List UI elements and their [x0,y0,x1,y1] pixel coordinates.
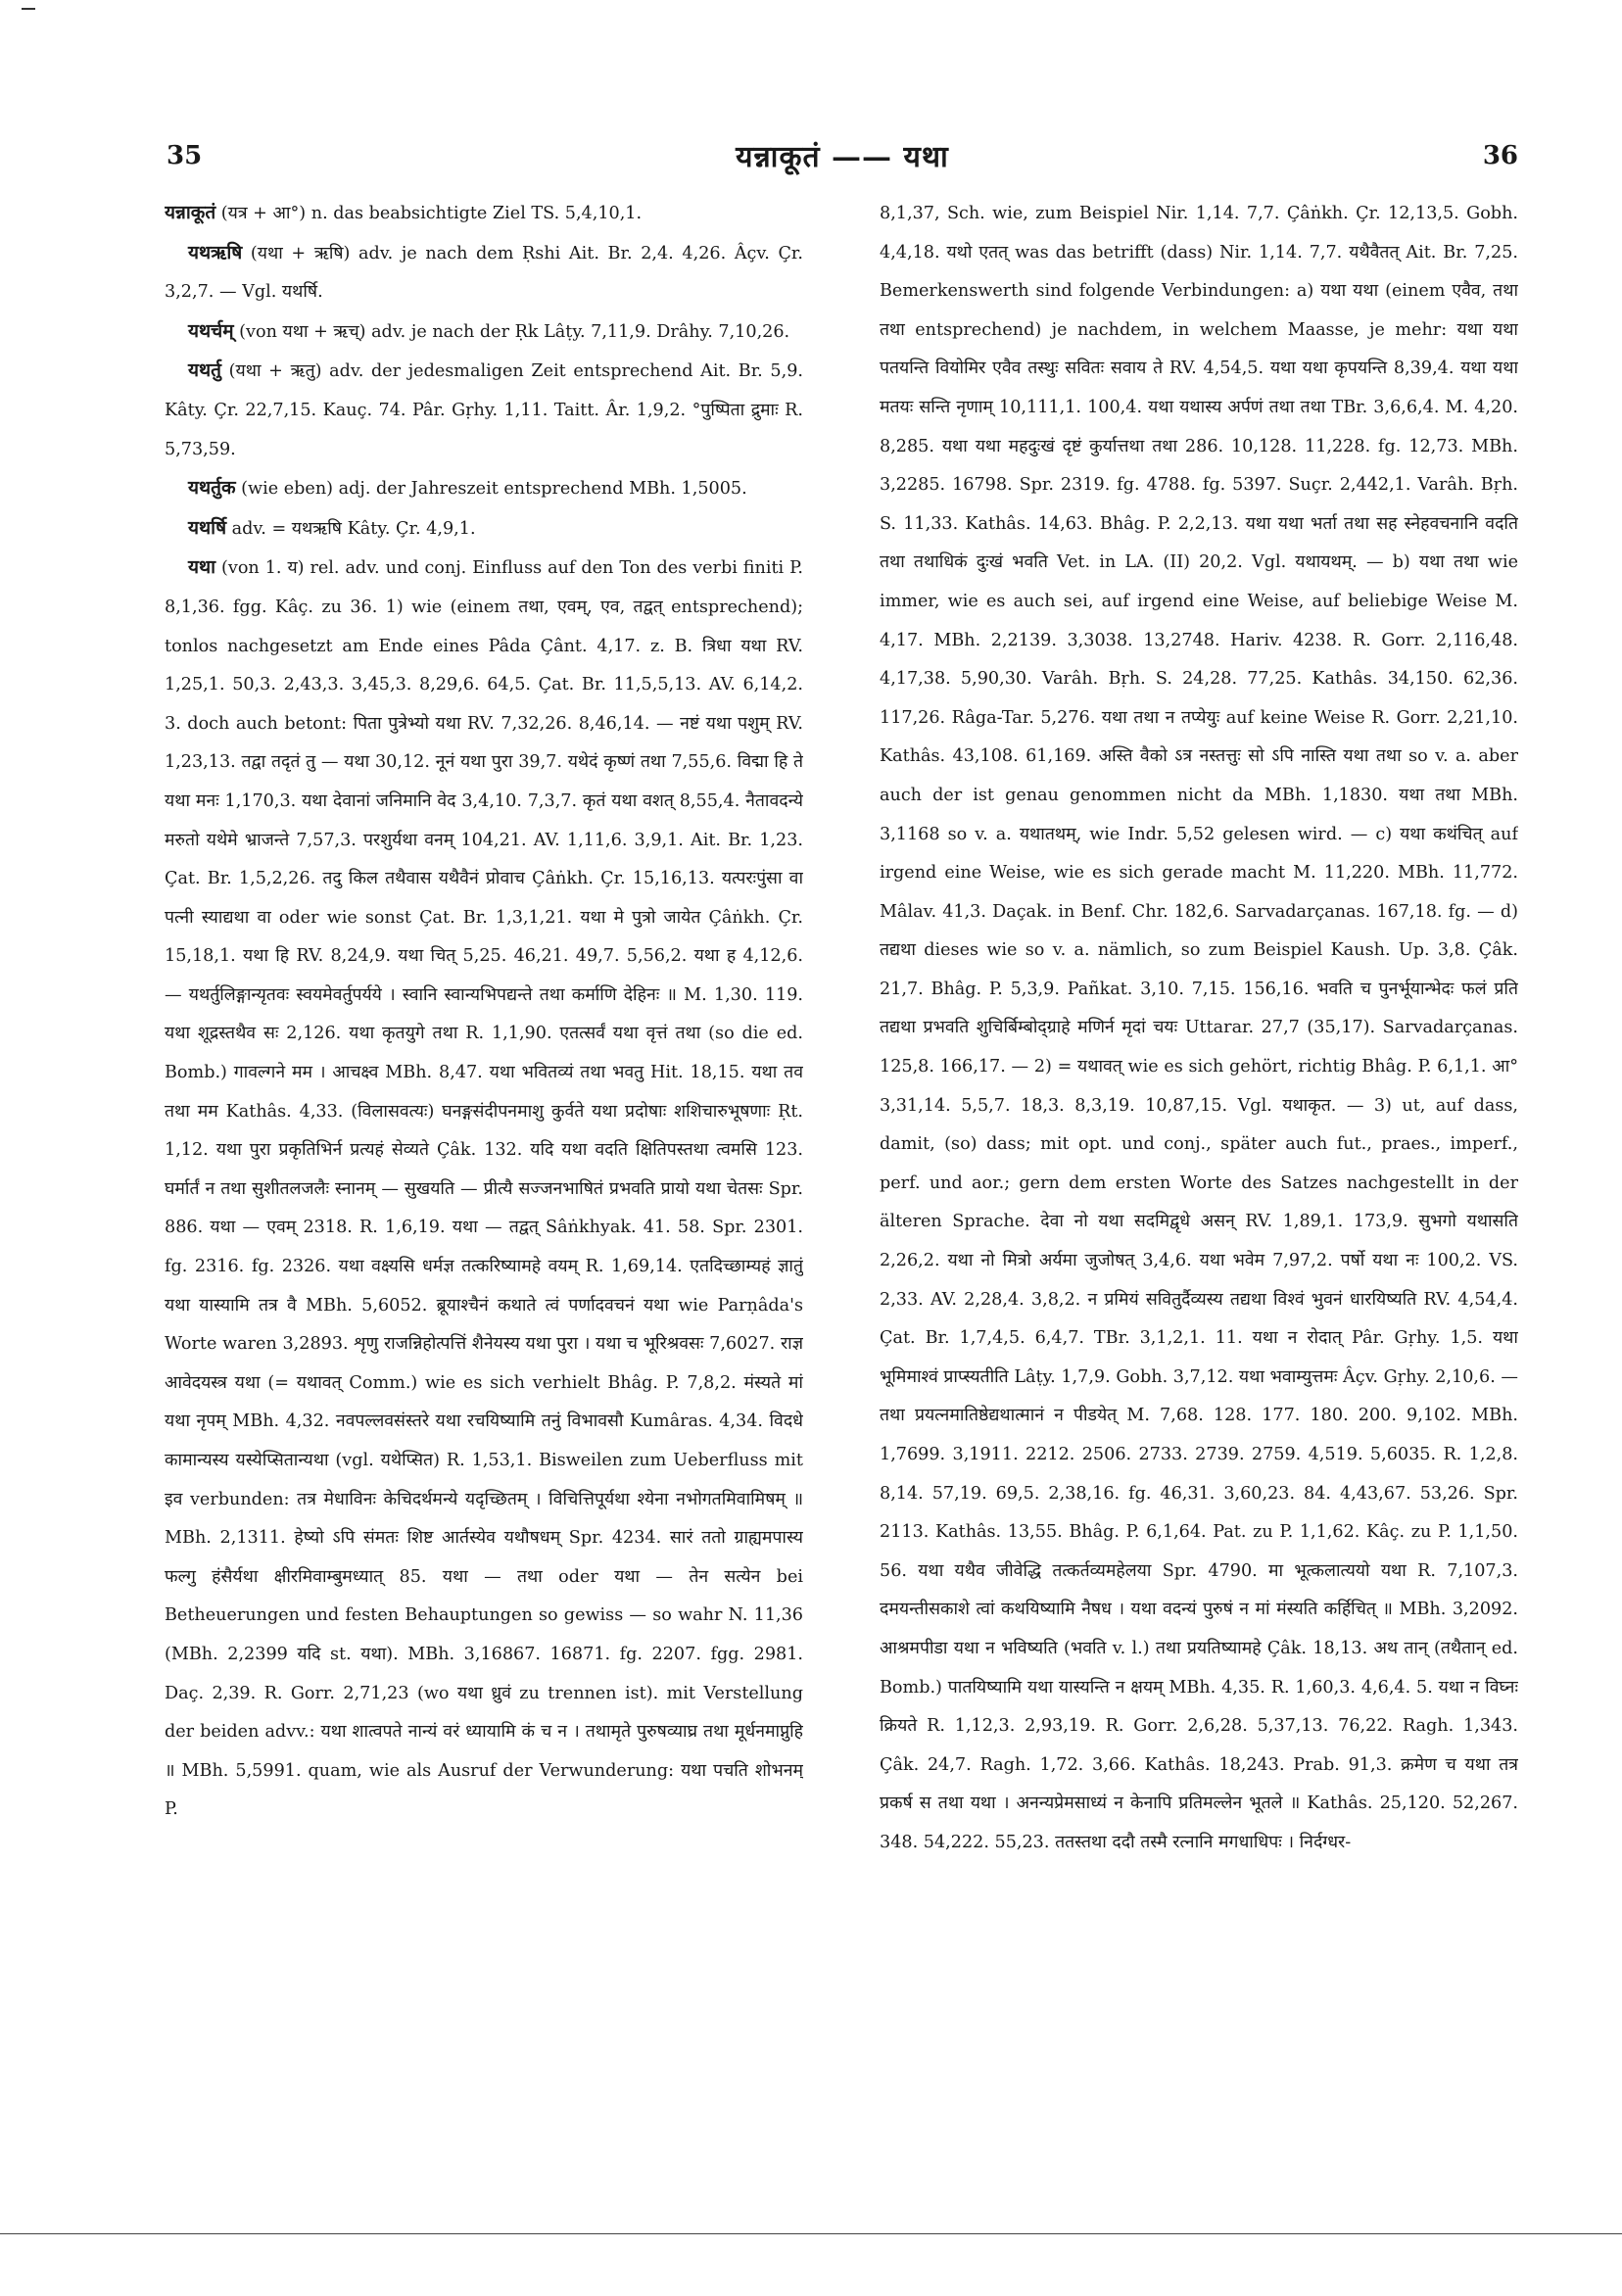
page-number-right: 36 [1482,141,1518,170]
dictionary-entry [165,509,803,550]
dictionary-entry [165,352,803,469]
entry-text: (von 1. य) rel. adv. und conj. Einfluss auf den Ton des verbi finiti P. 8,1,36. fgg. Kâç. zu 36. 1) wie (einem तथा, एवम्, एव, तद्वत् entsprechend); tonlos nachgesetzt am Ende eines Pâda Çânt. 4,17. z. B. त्रिधा यथा RV. 1,25,1. 50,3. 2,43,3. 3,45,3. 8,29,6. 64,5. Çat. Br. 11,5,5,13. AV. 6,14,2. 3. doch auch betont: पिता पुत्रेभ्यो यथा RV. 7,32,26. 8,46,14. — नष्टं यथा पशुम् RV. 1,23,13. तद्वा तदृतं तु — यथा 30,12. नूनं यथा पुरा 39,7. यथेदं कृष्णं तथा 7,55,6. विद्मा हि ते यथा मनः 1,170,3. यथा देवानां जनिमानि वेद 3,4,10. 7,3,7. कृतं यथा वशत् 8,55,4. नैतावदन्ये मरुतो यथेमे भ्राजन्ते 7,57,3. परशुर्यथा वनम् 104,21. AV. 1,11,6. 3,9,1. Ait. Br. 1,23. Çat. Br. 1,5,2,26. तदु किल तथैवास यथैवैनं प्रोवाच Çâṅkh. Çr. 15,16,13. यत्परःपुंसा वा पत्नी स्याद्यथा वा oder wie sonst Çat. Br. 1,3,1,21. यथा मे पुत्रो जायेत Çâṅkh. Çr. 15,18,1. यथा हि RV. 8,24,9. यथा चित् 5,25. 46,21. 49,7. 5,56,2. यथा ह 4,12,6. — यथर्तुलिङ्गान्यृतवः स्वयमेवर्तुपर्यये । स्वानि स्वान्यभिपद्यन्ते तथा कर्माणि देहिनः ॥ M. 1,30. 119. यथा शूद्रस्तथैव सः 2,126. यथा कृतयुगे तथा R. 1,1,90. एतत्सर्वं यथा वृत्तं तथा (so die ed. Bomb.) गावल्गने मम । आचक्ष्व MBh. 8,47. यथा भवितव्यं तथा भवतु Hit. 18,15. यथा तव तथा मम Kathâs. 4,33. (विलासवत्यः) घनङ्गसंदीपनमाशु कुर्वते यथा प्रदोषाः शशिचारुभूषणाः Ṛt. 1,12. यथा पुरा प्रकृतिभिर्न प्रत्यहं सेव्यते Çâk. 132. यदि यथा वदति क्षितिपस्तथा त्वमसि 123. घर्मार्तं न तथा सुशीतलजलैः स्नानम् — सुखयति — प्रीत्यै सज्जनभाषितं प्रभवति प्रायो यथा चेतसः Spr. 886. यथा — एवम् 2318. R. 1,6,19. यथा — तद्वत् Sâṅkhyak. 41. 58. Spr. 2301. fg. 2316. fg. 2326. यथा वक्ष्यसि धर्मज्ञ तत्करिष्यामहे वयम् R. 1,69,14. एतदिच्छाम्यहं ज्ञातुं यथा यास्यामि तत्र वै MBh. 5,6052. ब्रूयाश्चैनं कथाते त्वं पर्णादवचनं यथा wie Parṇâda's Worte waren 3,2893. शृणु राजन्निहोत्पत्तिं शैनेयस्य यथा पुरा । यथा च भूरिश्रवसः 7,6027. राज्ञ आवेदयस्त्र यथा (= यथावत् Comm.) wie es sich verhielt Bhâg. P. 7,8,2. मंस्यते मां यथा नृपम् MBh. 4,32. नवपल्लवसंस्तरे यथा रचयिष्यामि तनुं विभावसौ Kumâras. 4,34. विदधे कामान्यस्य यस्येप्सितान्यथा (vgl. यथेप्सित) R. 1,53,1. Bisweilen zum Ueberfluss mit इव verbunden: तत्र मेधाविनः केचिदर्थमन्ये यदृच्छितम् । विचित्तिपूर्यथा श्येना नभोगतमिवामिषम् ॥ MBh. 2,1311. हेष्यो ऽपि संमतः शिष्ट आर्तस्येव यथौषधम् Spr. 4234. सारं ततो ग्राह्यमपास्य फल्गु हंसैर्यथा क्षीरमिवाम्बुमध्यात् 85. यथा — तथा oder यथा — तेन सत्येन bei Betheuerungen und festen Behauptungen so gewiss — so wahr N. 11,36 (MBh. 2,2399 यदि st. यथा). MBh. 3,16867. 16871. fg. 2207. fgg. 2981. Daç. 2,39. R. Gorr. 2,71,23 (wo यथा ध्रुवं zu trennen ist). mit Verstellung der beiden advv.: यथा शात्वपते नान्यं वरं ध्यायामि कं च न । तथामृते पुरुषव्याघ्र तथा मूर्धनमाप्नुहि ॥ MBh. 5,5991. quam, wie als Ausruf der Verwunderung: यथा पचति शोभनम् P. [165,558,803,1820]
entry-headword: यथर्तु [188,359,221,382]
dictionary-entry [165,194,803,234]
page-number-left: 35 [167,141,203,170]
dictionary-entry [165,469,803,509]
entry-text: 8,1,37, Sch. wie, zum Beispiel Nir. 1,14. 7,7. Çâṅkh. Çr. 12,13,5. Gobh. 4,4,18. यथो एतत् was das betrifft (dass) Nir. 1,14. 7,7. यथैवैतत् Ait. Br. 7,25. Bemerkenswerth sind folgende Verbindungen: a) यथा यथा (einem एवैव, तथा तथा entsprechend) je nachdem, in welchem Maasse, je mehr: यथा यथा पतयन्ति वियोमिर एवैव तस्थुः सवितः सवाय ते RV. 4,54,5. यथा यथा कृपयन्ति 8,39,4. यथा यथा मतयः सन्ति नृणाम् 10,111,1. 100,4. यथा यथास्य अर्पणं तथा तथा TBr. 3,6,6,4. M. 4,20. 8,285. यथा यथा महदुःखं दृष्टं कुर्यात्तथा तथा 286. 10,128. 11,228. fg. 12,73. MBh. 3,2285. 16798. Spr. 2319. fg. 4788. fg. 5397. Suçr. 2,442,1. Varâh. Bṛh. S. 11,33. Kathâs. 14,63. Bhâg. P. 2,2,13. यथा यथा भर्ता तथा सह स्नेहवचनानि वदति तथा तथाधिकं दुःखं भवति Vet. in LA. (II) 20,2. Vgl. यथायथम्. — b) यथा तथा wie immer, wie es auch sei, auf irgend eine Weise, auf beliebige Weise M. 4,17. MBh. 2,2139. 3,3038. 13,2748. Hariv. 4238. R. Gorr. 2,116,48. 4,17,38. 5,90,30. Varâh. Bṛh. S. 24,28. 77,25. Kathâs. 34,150. 62,36. 117,26. Râga-Tar. 5,276. यथा तथा न तप्येयुः auf keine Weise R. Gorr. 2,21,10. Kathâs. 43,108. 61,169. अस्ति वैको ऽत्र नस्तत्तुः सो ऽपि नास्ति यथा तथा so v. a. aber auch der ist genau genommen nicht da MBh. 1,1830. यथा तथा MBh. 3,1168 so v. a. यथातथम्, wie Indr. 5,52 gelesen wird. — c) यथा कथंचित् auf irgend eine Weise, wie es sich gerade macht M. 11,220. MBh. 11,772. Mâlav. 41,3. Daçak. in Benf. Chr. 182,6. Sarvadarçanas. 167,18. fg. — d) तद्यथा dieses wie so v. a. nämlich, so zum Beispiel Kaush. Up. 3,8. Çâk. 21,7. Bhâg. P. 5,3,9. Pañkat. 3,10. 7,15. 156,16. भवति च पुनर्भूयान्भेदः फलं प्रति तद्यथा प्रभवति शुचिर्बिम्बोद्ग्राहे मणिर्न मृदां चयः Uttarar. 27,7 (35,17). Sarvadarçanas. 125,8. 166,17. — 2) = यथावत् wie es sich gehört, richtig Bhâg. P. 6,1,1. आ° 3,31,14. 5,5,7. 18,3. 8,3,19. 10,87,15. Vgl. यथाकृत. — 3) ut, auf dass, damit, (so) dass; mit opt. und conj., später auch fut., praes., imperf., perf. und aor.; gern dem ersten Worte des Satzes nachgestellt in der älteren Sprache. देवा नो यथा सदमिद्वृधे असन् RV. 1,89,1. 173,9. सुभगो यथासति 2,26,2. यथा नो मित्रो अर्यमा जुजोषत् 3,4,6. यथा भवेम 7,97,2. पर्षो यथा नः 100,2. VS. 2,33. AV. 2,28,4. 3,8,2. न प्रमियं सवितुर्दैव्यस्य तद्यथा विश्वं भुवनं धारयिष्यति RV. 4,54,4. Çat. Br. 1,7,4,5. 6,4,7. TBr. 3,1,2,1. 11. यथा न रोदात् Pâr. Gṛhy. 1,5. यथा भूमिमाश्वं प्राप्स्यतीति Lâṭy. 1,7,9. Gobh. 3,7,12. यथा भवाम्युत्तमः Âçv. Gṛhy. 2,10,6. — तथा प्रयत्नमातिष्ठेद्यथात्मानं न पीडयेत् M. 7,68. 128. 177. 180. 200. 9,102. MBh. 1,7699. 3,1911. 2212. 2506. 2733. 2739. 2759. 4,519. 5,6035. R. 1,2,8. 8,14. 57,19. 69,5. 2,38,16. fg. 46,31. 3,60,23. 84. 4,43,67. 53,26. Spr. 2113. Kathâs. 13,55. Bhâg. P. 6,1,64. Pat. zu P. 1,1,62. Kâç. zu P. 1,1,50. 56. यथा यथैव जीवेद्धि तत्कर्तव्यमहेलया Spr. 4790. मा भूत्कलात्ययो यथा R. 7,107,3. दमयन्तीसकाशे त्वां कथयिष्यामि नैषध । यथा वदन्यं पुरुषं न मां मंस्यति कर्हिचित् ॥ MBh. 3,2092. आश्रमपीडा यथा न भविष्यति (भवति v. l.) तथा प्रयतिष्यामहे Çâk. 18,13. अथ तान् (तथैतान् ed. Bomb.) पातयिष्यामि यथा यास्यन्ति न क्षयम् MBh. 4,35. R. 1,60,3. 4,6,4. 5. यथा न विघ्नः क्रियते R. 1,12,3. 2,93,19. R. Gorr. 2,6,28. 5,37,13. 76,22. Ragh. 1,343. Çâk. 24,7. Ragh. 1,72. 3,66. Kathâs. 18,243. Prab. 91,3. क्रमेण च यथा तत्र प्रकर्ष स तथा यथा । अनन्यप्रेमसाध्यं न केनापि प्रतिमल्लेन भूतले ॥ Kathâs. 25,120. 52,267. 348. 54,222. 55,23. ततस्तथा ददौ तस्मै रत्नानि मगधाधिपः । निर्दग्धर- [880,204,1518,1852]
right-column [880,194,1518,2182]
entry-text: (यथा + ऋषि) adv. je nach dem Ṛshi Ait. Br. 2,4. 4,26. Âçv. Çr. 3,2,7. — Vgl. यथर्षि. [165,243,803,303]
dictionary-entry [165,549,803,1830]
entry-text: (von यथा + ऋच्) adv. je nach der Ṛk Lâṭy. 7,11,9. Drâhy. 7,10,26. [233,321,790,342]
entry-headword: यथर्तुक [188,477,236,500]
entry-text: (यथा + ऋतु) adv. der jedesmaligen Zeit entsprechend Ait. Br. 5,9. Kâty. Çr. 22,7,15. Kauç. 74. Pâr. Gṛhy. 1,11. Taitt. Âr. 1,9,2. °पुष्पिता द्रुमाः R. 5,73,59. [165,361,803,459]
entry-headword: यथऋषि [188,241,243,263]
entry-text: (wie eben) adj. der Jahreszeit entsprechend MBh. 1,5005. [235,479,747,500]
entry-text: adv. = यथऋषि Kâty. Çr. 4,9,1. [226,518,476,539]
entry-headword: यथर्चम् [188,319,234,342]
dictionary-entry [165,234,803,312]
entry-headword: यन्नाकूतं [165,202,216,223]
dictionary-entry-continued [880,194,1518,1863]
entry-text: (यत्र + आ°) n. das beabsichtigte Ziel TS. 5,4,10,1. [215,204,643,223]
entry-headword: यथर्षि [188,516,227,539]
running-title: यन्नाकूतं —— यथा [736,140,949,174]
corner-mark [22,8,35,10]
left-column [165,194,803,2182]
dictionary-entry [165,312,803,353]
bottom-rule [0,2233,1622,2234]
running-header [167,135,1518,184]
entry-headword: यथा [188,556,216,579]
